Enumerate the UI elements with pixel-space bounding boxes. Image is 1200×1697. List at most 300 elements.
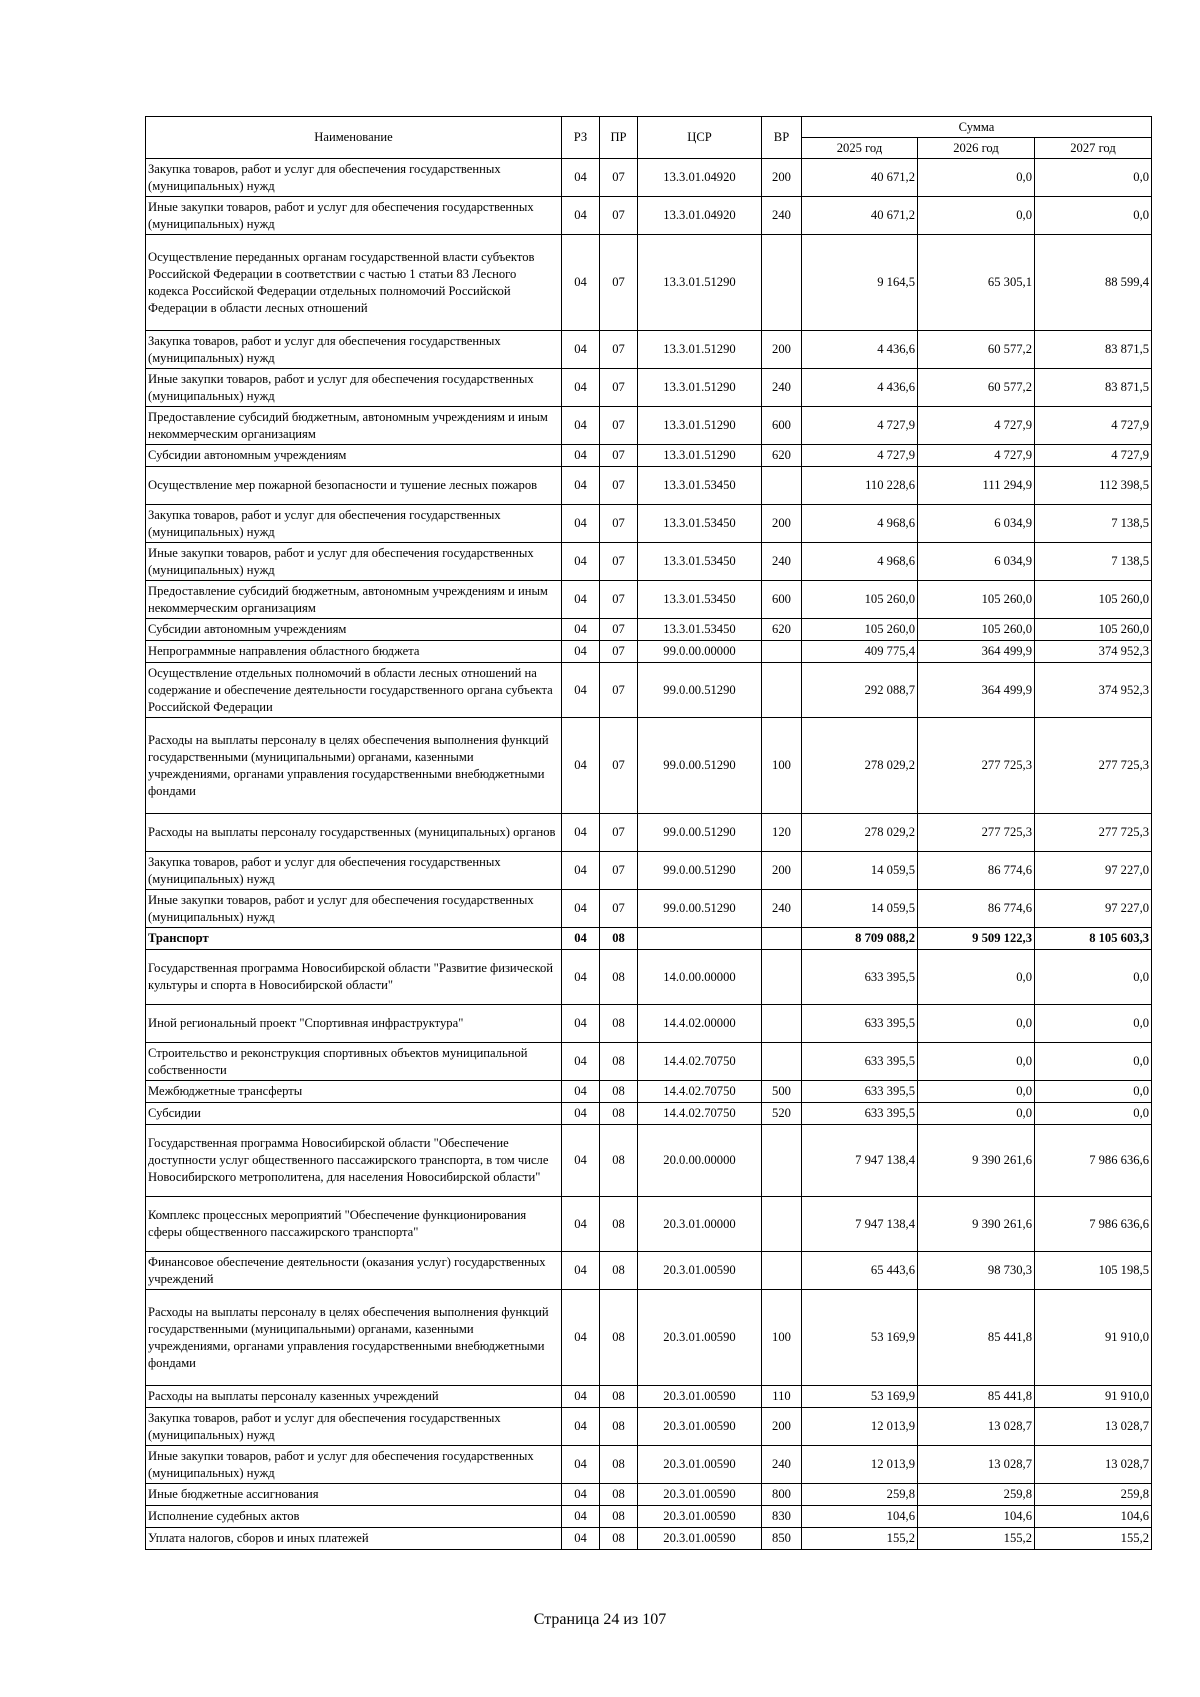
cell-sum-2026: 86 774,6 <box>918 890 1035 928</box>
table-row <box>146 1081 1152 1103</box>
cell-csr: 20.3.01.00000 <box>638 1197 762 1252</box>
cell-sum-2027: 4 727,9 <box>1035 445 1152 467</box>
cell-pr: 08 <box>600 1005 638 1043</box>
cell-vr: 620 <box>762 445 802 467</box>
cell-sum-2025: 278 029,2 <box>802 718 918 814</box>
cell-pr: 07 <box>600 890 638 928</box>
table-row <box>146 1125 1152 1197</box>
cell-csr: 14.4.02.70750 <box>638 1103 762 1125</box>
table-row <box>146 1290 1152 1386</box>
cell-sum-2027: 0,0 <box>1035 1005 1152 1043</box>
cell-sum-2026: 13 028,7 <box>918 1446 1035 1484</box>
cell-name: Иной региональный проект "Спортивная инфраструктура" <box>146 1005 562 1043</box>
cell-rz: 04 <box>562 1446 600 1484</box>
cell-csr: 99.0.00.51290 <box>638 890 762 928</box>
cell-rz: 04 <box>562 1484 600 1506</box>
header-vr: ВР <box>762 117 802 159</box>
cell-pr: 08 <box>600 1386 638 1408</box>
table-row <box>146 1386 1152 1408</box>
cell-sum-2027: 0,0 <box>1035 159 1152 197</box>
cell-name: Непрограммные направления областного бюджета <box>146 641 562 663</box>
cell-sum-2027: 105 260,0 <box>1035 581 1152 619</box>
table-row <box>146 369 1152 407</box>
table-row <box>146 1197 1152 1252</box>
cell-vr <box>762 950 802 1005</box>
cell-rz: 04 <box>562 235 600 331</box>
cell-sum-2026: 4 727,9 <box>918 407 1035 445</box>
cell-vr: 240 <box>762 197 802 235</box>
cell-sum-2026: 155,2 <box>918 1528 1035 1550</box>
cell-rz: 04 <box>562 1125 600 1197</box>
cell-vr <box>762 235 802 331</box>
cell-rz: 04 <box>562 505 600 543</box>
cell-csr: 14.4.02.70750 <box>638 1081 762 1103</box>
cell-sum-2026: 98 730,3 <box>918 1252 1035 1290</box>
table-row <box>146 641 1152 663</box>
cell-sum-2026: 277 725,3 <box>918 814 1035 852</box>
cell-rz: 04 <box>562 1043 600 1081</box>
cell-name: Иные закупки товаров, работ и услуг для обеспечения государственных (муниципальных) нужд <box>146 197 562 235</box>
cell-csr: 14.0.00.00000 <box>638 950 762 1005</box>
cell-sum-2026: 364 499,9 <box>918 641 1035 663</box>
table-row <box>146 159 1152 197</box>
cell-sum-2027: 91 910,0 <box>1035 1386 1152 1408</box>
cell-pr: 08 <box>600 1197 638 1252</box>
cell-pr: 08 <box>600 1252 638 1290</box>
table-row <box>146 718 1152 814</box>
cell-sum-2027: 105 260,0 <box>1035 619 1152 641</box>
cell-vr <box>762 1197 802 1252</box>
cell-sum-2025: 633 395,5 <box>802 950 918 1005</box>
cell-sum-2025: 633 395,5 <box>802 1103 918 1125</box>
cell-sum-2025: 110 228,6 <box>802 467 918 505</box>
cell-sum-2027: 83 871,5 <box>1035 369 1152 407</box>
cell-sum-2026: 65 305,1 <box>918 235 1035 331</box>
cell-name: Расходы на выплаты персоналу государственных (муниципальных) органов <box>146 814 562 852</box>
cell-sum-2025: 4 436,6 <box>802 369 918 407</box>
cell-sum-2025: 292 088,7 <box>802 663 918 718</box>
cell-rz: 04 <box>562 1290 600 1386</box>
cell-sum-2025: 7 947 138,4 <box>802 1197 918 1252</box>
cell-name: Иные закупки товаров, работ и услуг для обеспечения государственных (муниципальных) нужд <box>146 890 562 928</box>
cell-rz: 04 <box>562 1103 600 1125</box>
cell-sum-2025: 278 029,2 <box>802 814 918 852</box>
header-pr: ПР <box>600 117 638 159</box>
table-row <box>146 1103 1152 1125</box>
cell-sum-2026: 85 441,8 <box>918 1290 1035 1386</box>
cell-vr: 200 <box>762 159 802 197</box>
cell-sum-2027: 259,8 <box>1035 1484 1152 1506</box>
cell-sum-2027: 91 910,0 <box>1035 1290 1152 1386</box>
cell-sum-2027: 4 727,9 <box>1035 407 1152 445</box>
cell-rz: 04 <box>562 1081 600 1103</box>
cell-name: Финансовое обеспечение деятельности (оказания услуг) государственных учреждений <box>146 1252 562 1290</box>
table-row <box>146 407 1152 445</box>
cell-sum-2025: 104,6 <box>802 1506 918 1528</box>
cell-rz: 04 <box>562 852 600 890</box>
header-year-2026: 2026 год <box>918 138 1035 159</box>
cell-name: Осуществление мер пожарной безопасности и тушение лесных пожаров <box>146 467 562 505</box>
cell-csr: 99.0.00.00000 <box>638 641 762 663</box>
cell-pr: 07 <box>600 641 638 663</box>
table-row <box>146 1484 1152 1506</box>
table-row <box>146 1528 1152 1550</box>
cell-vr: 850 <box>762 1528 802 1550</box>
cell-name: Расходы на выплаты персоналу в целях обеспечения выполнения функций государственными (муниципальными) органами, казенными учреждениями, органами управления государственными внебюджетными фондами <box>146 1290 562 1386</box>
cell-pr: 07 <box>600 619 638 641</box>
table-row <box>146 197 1152 235</box>
cell-csr: 20.0.00.00000 <box>638 1125 762 1197</box>
cell-sum-2026: 277 725,3 <box>918 718 1035 814</box>
cell-sum-2025: 259,8 <box>802 1484 918 1506</box>
cell-rz: 04 <box>562 445 600 467</box>
table-row <box>146 814 1152 852</box>
cell-sum-2025: 14 059,5 <box>802 852 918 890</box>
cell-name: Государственная программа Новосибирской области "Обеспечение доступности услуг общественного пассажирского транспорта, в том числе Новосибирского метрополитена, для населения Новосибирской области" <box>146 1125 562 1197</box>
cell-csr: 20.3.01.00590 <box>638 1484 762 1506</box>
cell-sum-2025: 12 013,9 <box>802 1408 918 1446</box>
table-row <box>146 1408 1152 1446</box>
cell-sum-2025: 4 727,9 <box>802 407 918 445</box>
cell-pr: 07 <box>600 505 638 543</box>
cell-name: Предоставление субсидий бюджетным, автономным учреждениям и иным некоммерческим организациям <box>146 407 562 445</box>
cell-sum-2026: 60 577,2 <box>918 331 1035 369</box>
cell-sum-2026: 4 727,9 <box>918 445 1035 467</box>
cell-rz: 04 <box>562 1528 600 1550</box>
cell-vr: 100 <box>762 718 802 814</box>
cell-name: Закупка товаров, работ и услуг для обеспечения государственных (муниципальных) нужд <box>146 159 562 197</box>
cell-vr: 120 <box>762 814 802 852</box>
cell-sum-2027: 7 986 636,6 <box>1035 1197 1152 1252</box>
cell-rz: 04 <box>562 581 600 619</box>
cell-sum-2025: 8 709 088,2 <box>802 928 918 950</box>
cell-sum-2026: 111 294,9 <box>918 467 1035 505</box>
cell-csr: 20.3.01.00590 <box>638 1446 762 1484</box>
cell-sum-2025: 14 059,5 <box>802 890 918 928</box>
cell-sum-2025: 9 164,5 <box>802 235 918 331</box>
cell-rz: 04 <box>562 467 600 505</box>
table-row <box>146 852 1152 890</box>
cell-rz: 04 <box>562 814 600 852</box>
cell-pr: 07 <box>600 852 638 890</box>
cell-sum-2026: 86 774,6 <box>918 852 1035 890</box>
cell-csr: 20.3.01.00590 <box>638 1528 762 1550</box>
cell-csr: 20.3.01.00590 <box>638 1290 762 1386</box>
cell-sum-2026: 0,0 <box>918 1103 1035 1125</box>
cell-csr: 13.3.01.53450 <box>638 505 762 543</box>
cell-sum-2027: 0,0 <box>1035 197 1152 235</box>
cell-sum-2025: 65 443,6 <box>802 1252 918 1290</box>
cell-name: Иные закупки товаров, работ и услуг для обеспечения государственных (муниципальных) нужд <box>146 369 562 407</box>
cell-rz: 04 <box>562 1386 600 1408</box>
cell-pr: 08 <box>600 1528 638 1550</box>
cell-vr: 800 <box>762 1484 802 1506</box>
cell-pr: 08 <box>600 1081 638 1103</box>
header-csr: ЦСР <box>638 117 762 159</box>
cell-rz: 04 <box>562 718 600 814</box>
cell-rz: 04 <box>562 641 600 663</box>
cell-sum-2026: 105 260,0 <box>918 619 1035 641</box>
cell-sum-2027: 112 398,5 <box>1035 467 1152 505</box>
header-sum: Сумма <box>802 117 1152 138</box>
cell-pr: 08 <box>600 1446 638 1484</box>
cell-vr <box>762 641 802 663</box>
cell-csr: 99.0.00.51290 <box>638 814 762 852</box>
cell-csr: 99.0.00.51290 <box>638 663 762 718</box>
cell-sum-2025: 105 260,0 <box>802 581 918 619</box>
cell-vr: 200 <box>762 331 802 369</box>
cell-vr: 200 <box>762 852 802 890</box>
cell-sum-2026: 259,8 <box>918 1484 1035 1506</box>
table-row <box>146 1043 1152 1081</box>
cell-rz: 04 <box>562 1197 600 1252</box>
cell-vr: 600 <box>762 407 802 445</box>
cell-vr: 240 <box>762 369 802 407</box>
cell-sum-2027: 13 028,7 <box>1035 1408 1152 1446</box>
cell-sum-2027: 277 725,3 <box>1035 718 1152 814</box>
cell-name: Иные бюджетные ассигнования <box>146 1484 562 1506</box>
cell-vr: 110 <box>762 1386 802 1408</box>
cell-name: Расходы на выплаты персоналу в целях обеспечения выполнения функций государственными (муниципальными) органами, казенными учреждениями, органами управления государственными внебюджетными фондами <box>146 718 562 814</box>
cell-name: Иные закупки товаров, работ и услуг для обеспечения государственных (муниципальных) нужд <box>146 1446 562 1484</box>
cell-rz: 04 <box>562 369 600 407</box>
cell-csr: 20.3.01.00590 <box>638 1408 762 1446</box>
cell-vr <box>762 467 802 505</box>
cell-name: Закупка товаров, работ и услуг для обеспечения государственных (муниципальных) нужд <box>146 331 562 369</box>
cell-sum-2027: 155,2 <box>1035 1528 1152 1550</box>
cell-sum-2025: 4 727,9 <box>802 445 918 467</box>
cell-name: Исполнение судебных актов <box>146 1506 562 1528</box>
cell-pr: 07 <box>600 159 638 197</box>
cell-name: Уплата налогов, сборов и иных платежей <box>146 1528 562 1550</box>
cell-sum-2026: 13 028,7 <box>918 1408 1035 1446</box>
cell-rz: 04 <box>562 543 600 581</box>
header-name: Наименование <box>146 117 562 159</box>
cell-vr <box>762 1005 802 1043</box>
cell-pr: 07 <box>600 718 638 814</box>
table-row <box>146 663 1152 718</box>
cell-vr: 240 <box>762 890 802 928</box>
cell-sum-2025: 12 013,9 <box>802 1446 918 1484</box>
cell-pr: 07 <box>600 369 638 407</box>
table-row <box>146 619 1152 641</box>
table-body <box>146 159 1152 1550</box>
cell-sum-2027: 7 986 636,6 <box>1035 1125 1152 1197</box>
cell-rz: 04 <box>562 1252 600 1290</box>
cell-pr: 07 <box>600 331 638 369</box>
cell-sum-2027: 88 599,4 <box>1035 235 1152 331</box>
cell-sum-2025: 53 169,9 <box>802 1386 918 1408</box>
cell-vr: 520 <box>762 1103 802 1125</box>
cell-sum-2026: 60 577,2 <box>918 369 1035 407</box>
cell-name: Межбюджетные трансферты <box>146 1081 562 1103</box>
cell-vr <box>762 1043 802 1081</box>
cell-sum-2025: 4 968,6 <box>802 505 918 543</box>
cell-pr: 08 <box>600 1103 638 1125</box>
cell-name: Субсидии автономным учреждениям <box>146 445 562 467</box>
cell-sum-2027: 0,0 <box>1035 1043 1152 1081</box>
cell-csr: 13.3.01.51290 <box>638 445 762 467</box>
cell-sum-2025: 53 169,9 <box>802 1290 918 1386</box>
cell-vr: 240 <box>762 543 802 581</box>
cell-name: Закупка товаров, работ и услуг для обеспечения государственных (муниципальных) нужд <box>146 1408 562 1446</box>
cell-vr: 240 <box>762 1446 802 1484</box>
cell-sum-2027: 7 138,5 <box>1035 543 1152 581</box>
cell-name: Субсидии <box>146 1103 562 1125</box>
cell-sum-2026: 364 499,9 <box>918 663 1035 718</box>
cell-sum-2027: 97 227,0 <box>1035 890 1152 928</box>
cell-rz: 04 <box>562 159 600 197</box>
cell-csr: 20.3.01.00590 <box>638 1386 762 1408</box>
cell-sum-2026: 0,0 <box>918 950 1035 1005</box>
table-header <box>146 117 1152 159</box>
cell-vr: 100 <box>762 1290 802 1386</box>
cell-name: Иные закупки товаров, работ и услуг для обеспечения государственных (муниципальных) нужд <box>146 543 562 581</box>
cell-rz: 04 <box>562 197 600 235</box>
cell-pr: 07 <box>600 197 638 235</box>
table-row <box>146 331 1152 369</box>
cell-sum-2027: 83 871,5 <box>1035 331 1152 369</box>
cell-csr: 13.3.01.53450 <box>638 543 762 581</box>
cell-sum-2025: 633 395,5 <box>802 1043 918 1081</box>
cell-vr: 600 <box>762 581 802 619</box>
cell-name: Расходы на выплаты персоналу казенных учреждений <box>146 1386 562 1408</box>
cell-name: Предоставление субсидий бюджетным, автономным учреждениям и иным некоммерческим организациям <box>146 581 562 619</box>
cell-pr: 08 <box>600 950 638 1005</box>
cell-rz: 04 <box>562 407 600 445</box>
cell-csr: 13.3.01.51290 <box>638 235 762 331</box>
cell-name: Комплекс процессных мероприятий "Обеспечение функционирования сферы общественного пассажирского транспорта" <box>146 1197 562 1252</box>
cell-sum-2027: 0,0 <box>1035 1103 1152 1125</box>
cell-rz: 04 <box>562 619 600 641</box>
cell-sum-2027: 0,0 <box>1035 950 1152 1005</box>
cell-csr: 13.3.01.51290 <box>638 331 762 369</box>
cell-name: Транспорт <box>146 928 562 950</box>
cell-rz: 04 <box>562 890 600 928</box>
cell-vr: 500 <box>762 1081 802 1103</box>
cell-csr: 14.4.02.00000 <box>638 1005 762 1043</box>
header-year-2027: 2027 год <box>1035 138 1152 159</box>
table-row <box>146 505 1152 543</box>
cell-sum-2026: 0,0 <box>918 197 1035 235</box>
cell-rz: 04 <box>562 928 600 950</box>
cell-sum-2027: 374 952,3 <box>1035 663 1152 718</box>
cell-pr: 08 <box>600 928 638 950</box>
cell-csr: 99.0.00.51290 <box>638 718 762 814</box>
cell-sum-2027: 105 198,5 <box>1035 1252 1152 1290</box>
cell-csr: 13.3.01.51290 <box>638 369 762 407</box>
cell-csr: 13.3.01.53450 <box>638 619 762 641</box>
cell-pr: 07 <box>600 407 638 445</box>
page-number: Страница 24 из 107 <box>533 1611 667 1628</box>
cell-sum-2026: 0,0 <box>918 1043 1035 1081</box>
cell-pr: 08 <box>600 1125 638 1197</box>
cell-vr: 620 <box>762 619 802 641</box>
budget-table <box>145 116 1152 1550</box>
cell-csr: 13.3.01.51290 <box>638 407 762 445</box>
cell-sum-2027: 374 952,3 <box>1035 641 1152 663</box>
cell-sum-2026: 6 034,9 <box>918 505 1035 543</box>
cell-pr: 07 <box>600 543 638 581</box>
table-row <box>146 890 1152 928</box>
cell-pr: 08 <box>600 1408 638 1446</box>
table-row <box>146 467 1152 505</box>
cell-sum-2026: 9 509 122,3 <box>918 928 1035 950</box>
cell-rz: 04 <box>562 331 600 369</box>
cell-sum-2027: 7 138,5 <box>1035 505 1152 543</box>
cell-pr: 07 <box>600 663 638 718</box>
cell-csr: 99.0.00.51290 <box>638 852 762 890</box>
cell-sum-2026: 9 390 261,6 <box>918 1197 1035 1252</box>
cell-pr: 07 <box>600 467 638 505</box>
cell-pr: 07 <box>600 814 638 852</box>
cell-csr: 13.3.01.53450 <box>638 467 762 505</box>
table-row <box>146 1252 1152 1290</box>
cell-name: Осуществление отдельных полномочий в области лесных отношений на содержание и обеспечение деятельности государственного органа субъекта Российской Федерации <box>146 663 562 718</box>
cell-sum-2026: 0,0 <box>918 159 1035 197</box>
cell-sum-2026: 0,0 <box>918 1005 1035 1043</box>
cell-name: Субсидии автономным учреждениям <box>146 619 562 641</box>
cell-name: Осуществление переданных органам государственной власти субъектов Российской Федерации в соответствии с частью 1 статьи 83 Лесного кодекса Российской Федерации отдельных полномочий Российской Федерации в области лесных отношений <box>146 235 562 331</box>
cell-sum-2026: 0,0 <box>918 1081 1035 1103</box>
cell-name: Закупка товаров, работ и услуг для обеспечения государственных (муниципальных) нужд <box>146 852 562 890</box>
cell-sum-2027: 97 227,0 <box>1035 852 1152 890</box>
table-row <box>146 950 1152 1005</box>
table-row <box>146 928 1152 950</box>
header-year-2025: 2025 год <box>802 138 918 159</box>
cell-vr: 830 <box>762 1506 802 1528</box>
cell-vr <box>762 928 802 950</box>
cell-pr: 08 <box>600 1290 638 1386</box>
cell-vr <box>762 1252 802 1290</box>
table-row <box>146 581 1152 619</box>
cell-sum-2025: 40 671,2 <box>802 159 918 197</box>
cell-csr: 13.3.01.53450 <box>638 581 762 619</box>
cell-vr <box>762 1125 802 1197</box>
cell-sum-2027: 8 105 603,3 <box>1035 928 1152 950</box>
cell-sum-2026: 6 034,9 <box>918 543 1035 581</box>
cell-rz: 04 <box>562 1005 600 1043</box>
cell-sum-2025: 409 775,4 <box>802 641 918 663</box>
cell-pr: 07 <box>600 581 638 619</box>
cell-sum-2025: 4 968,6 <box>802 543 918 581</box>
cell-sum-2025: 633 395,5 <box>802 1005 918 1043</box>
table-row <box>146 1506 1152 1528</box>
cell-sum-2025: 7 947 138,4 <box>802 1125 918 1197</box>
table-row <box>146 1005 1152 1043</box>
cell-rz: 04 <box>562 1408 600 1446</box>
cell-sum-2027: 104,6 <box>1035 1506 1152 1528</box>
table-row <box>146 1446 1152 1484</box>
cell-rz: 04 <box>562 1506 600 1528</box>
cell-name: Государственная программа Новосибирской области "Развитие физической культуры и спорта в Новосибирской области" <box>146 950 562 1005</box>
cell-sum-2027: 13 028,7 <box>1035 1446 1152 1484</box>
cell-rz: 04 <box>562 950 600 1005</box>
cell-vr <box>762 663 802 718</box>
cell-sum-2025: 155,2 <box>802 1528 918 1550</box>
cell-csr: 20.3.01.00590 <box>638 1252 762 1290</box>
header-rz: РЗ <box>562 117 600 159</box>
cell-vr: 200 <box>762 1408 802 1446</box>
cell-pr: 08 <box>600 1506 638 1528</box>
table-row <box>146 235 1152 331</box>
table-row <box>146 543 1152 581</box>
cell-sum-2027: 277 725,3 <box>1035 814 1152 852</box>
budget-table-container <box>145 116 1151 1550</box>
table-row <box>146 445 1152 467</box>
cell-sum-2025: 633 395,5 <box>802 1081 918 1103</box>
cell-csr: 20.3.01.00590 <box>638 1506 762 1528</box>
